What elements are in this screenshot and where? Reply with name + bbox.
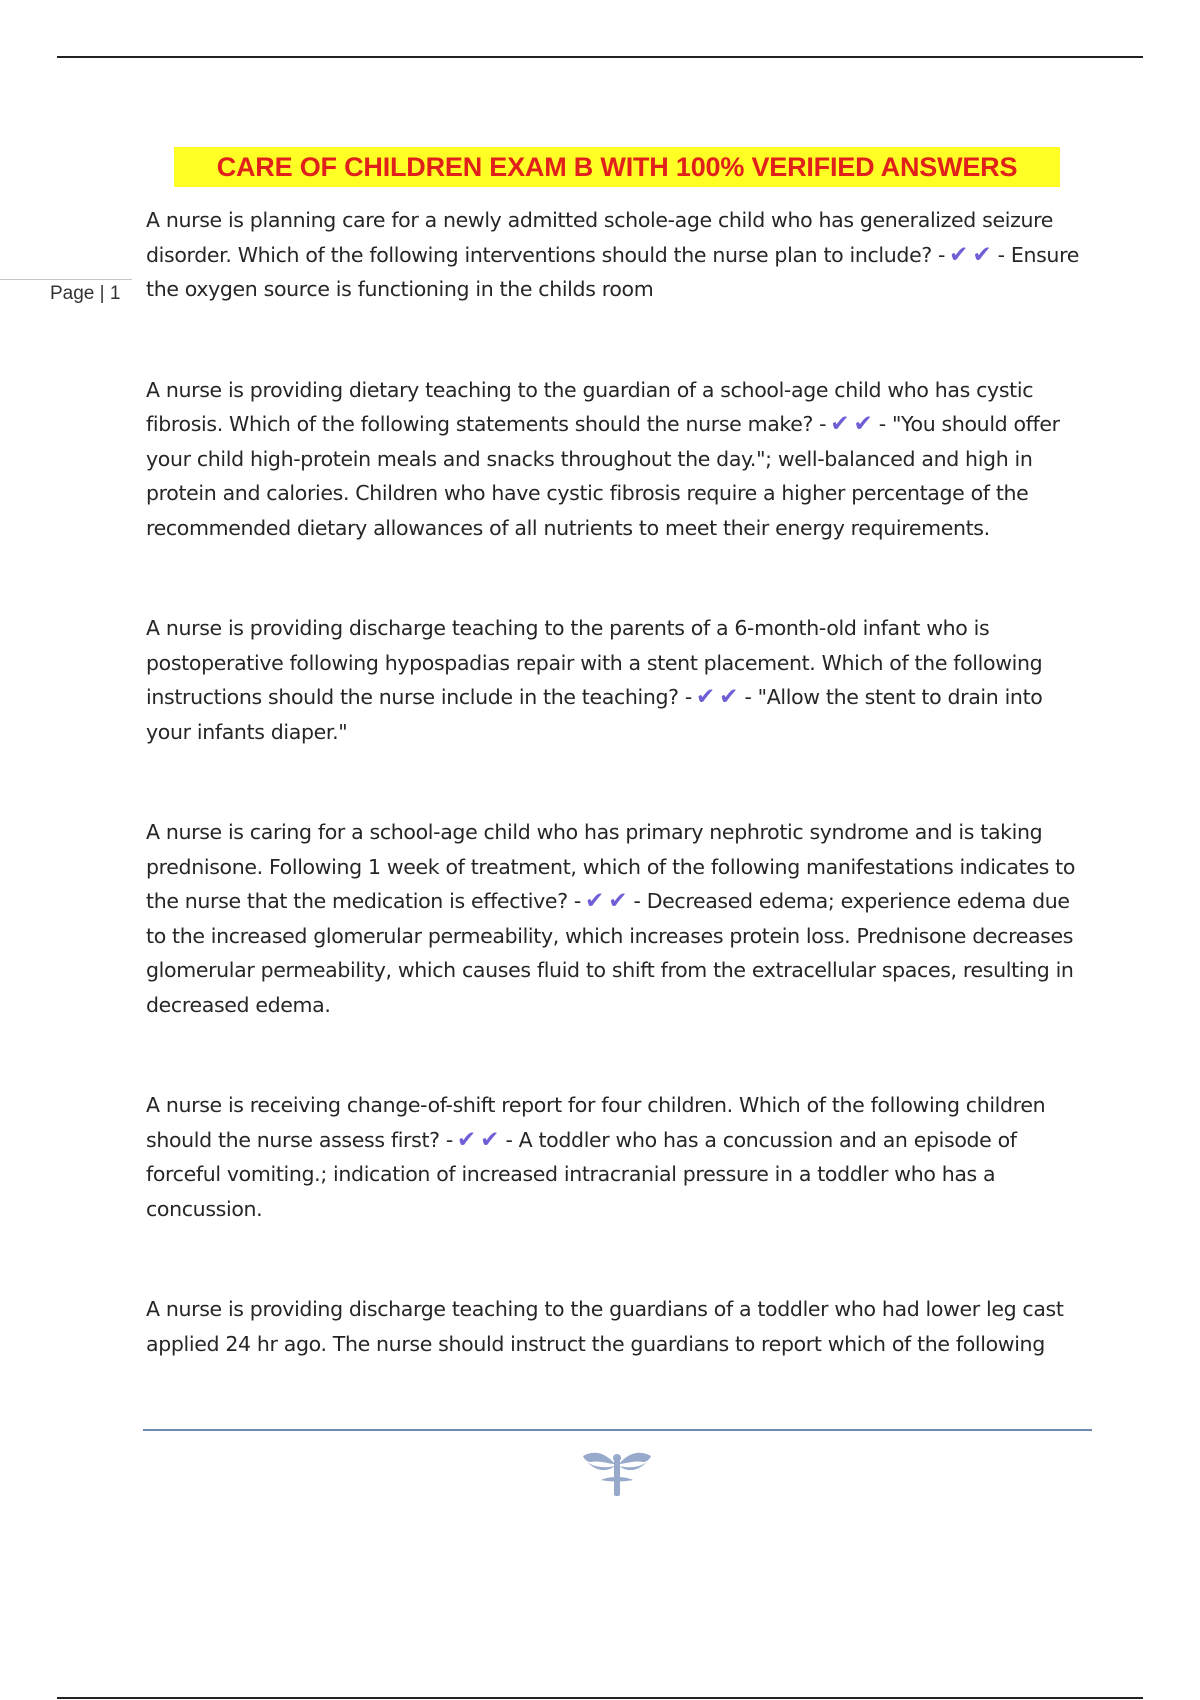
qa-list — [146, 203, 1090, 1427]
qa-entry — [146, 611, 1090, 749]
question-text: A nurse is receiving change-of-shift report for four children. Which of the following children should the nurse assess first? - — [146, 1093, 1046, 1152]
double-check-icon: ✔✔ — [584, 888, 632, 914]
answer-text: - Ensure the oxygen source is functioning in the childs room — [146, 242, 1079, 301]
document-title: CARE OF CHILDREN EXAM B WITH 100% VERIFIED ANSWERS — [216, 151, 1018, 182]
qa-entry — [146, 1292, 1090, 1361]
question-text: A nurse is providing dietary teaching to the guardian of a school-age child who has cystic fibrosis. Which of the following statements should the nurse make? - — [146, 377, 1034, 436]
question-text: A nurse is providing discharge teaching to the guardians of a toddler who had lower leg cast applied 24 hr ago. The nurse should instruct the guardians to report which of the following — [146, 1297, 1064, 1356]
qa-entry — [146, 1088, 1090, 1226]
double-check-icon: ✔✔ — [830, 411, 877, 437]
double-check-icon: ✔✔ — [695, 684, 743, 710]
answer-text: - A toddler who has a concussion and an episode of forceful vomiting.; indication of increased intracranial pressure in a toddler who has a concussion. — [146, 1127, 1017, 1221]
header-rule — [57, 56, 1143, 58]
answer-text: - Decreased edema; experience edema due to the increased glomerular permeability, which increases protein loss. Prednisone decreases glomerular permeability, which causes fluid to shift from the extracellular spaces, resulting in decreased edema. — [146, 889, 1074, 1017]
footer-rule — [143, 1429, 1092, 1431]
title-highlight — [174, 147, 1060, 187]
footer-page-rule — [57, 1697, 1143, 1699]
answer-text: - "You should offer your child high-protein meals and snacks throughout the day."; well-balanced and high in protein and calories. Children who have cystic fibrosis require a higher percentage of the recommended dietary allowances of all nutrients to meet their energy requirements. — [146, 412, 1060, 540]
answer-text: - "Allow the stent to drain into your infants diaper." — [146, 685, 1043, 744]
question-text: A nurse is caring for a school-age child who has primary nephrotic syndrome and is taking prednisone. Following 1 week of treatment, which of the following manifestations indicates to the nurse that the medication is effective? - — [146, 820, 1076, 913]
qa-entry — [146, 373, 1090, 546]
footer-caduceus-icon — [579, 1446, 655, 1500]
question-text: A nurse is planning care for a newly admitted schole-age child who has generalized seizure disorder. Which of the following interventions should the nurse plan to include? - — [146, 208, 1054, 267]
margin-divider — [0, 279, 132, 280]
double-check-icon: ✔✔ — [456, 1126, 504, 1153]
qa-entry — [146, 815, 1090, 1022]
double-check-icon: ✔✔ — [949, 241, 996, 268]
page-number-label: Page | 1 — [50, 283, 121, 304]
qa-entry — [146, 203, 1090, 307]
question-text: A nurse is providing discharge teaching to the parents of a 6-month-old infant who is postoperative following hypospadias repair with a stent placement. Which of the following instructions should the nurse include in the teaching? - — [146, 616, 1043, 709]
